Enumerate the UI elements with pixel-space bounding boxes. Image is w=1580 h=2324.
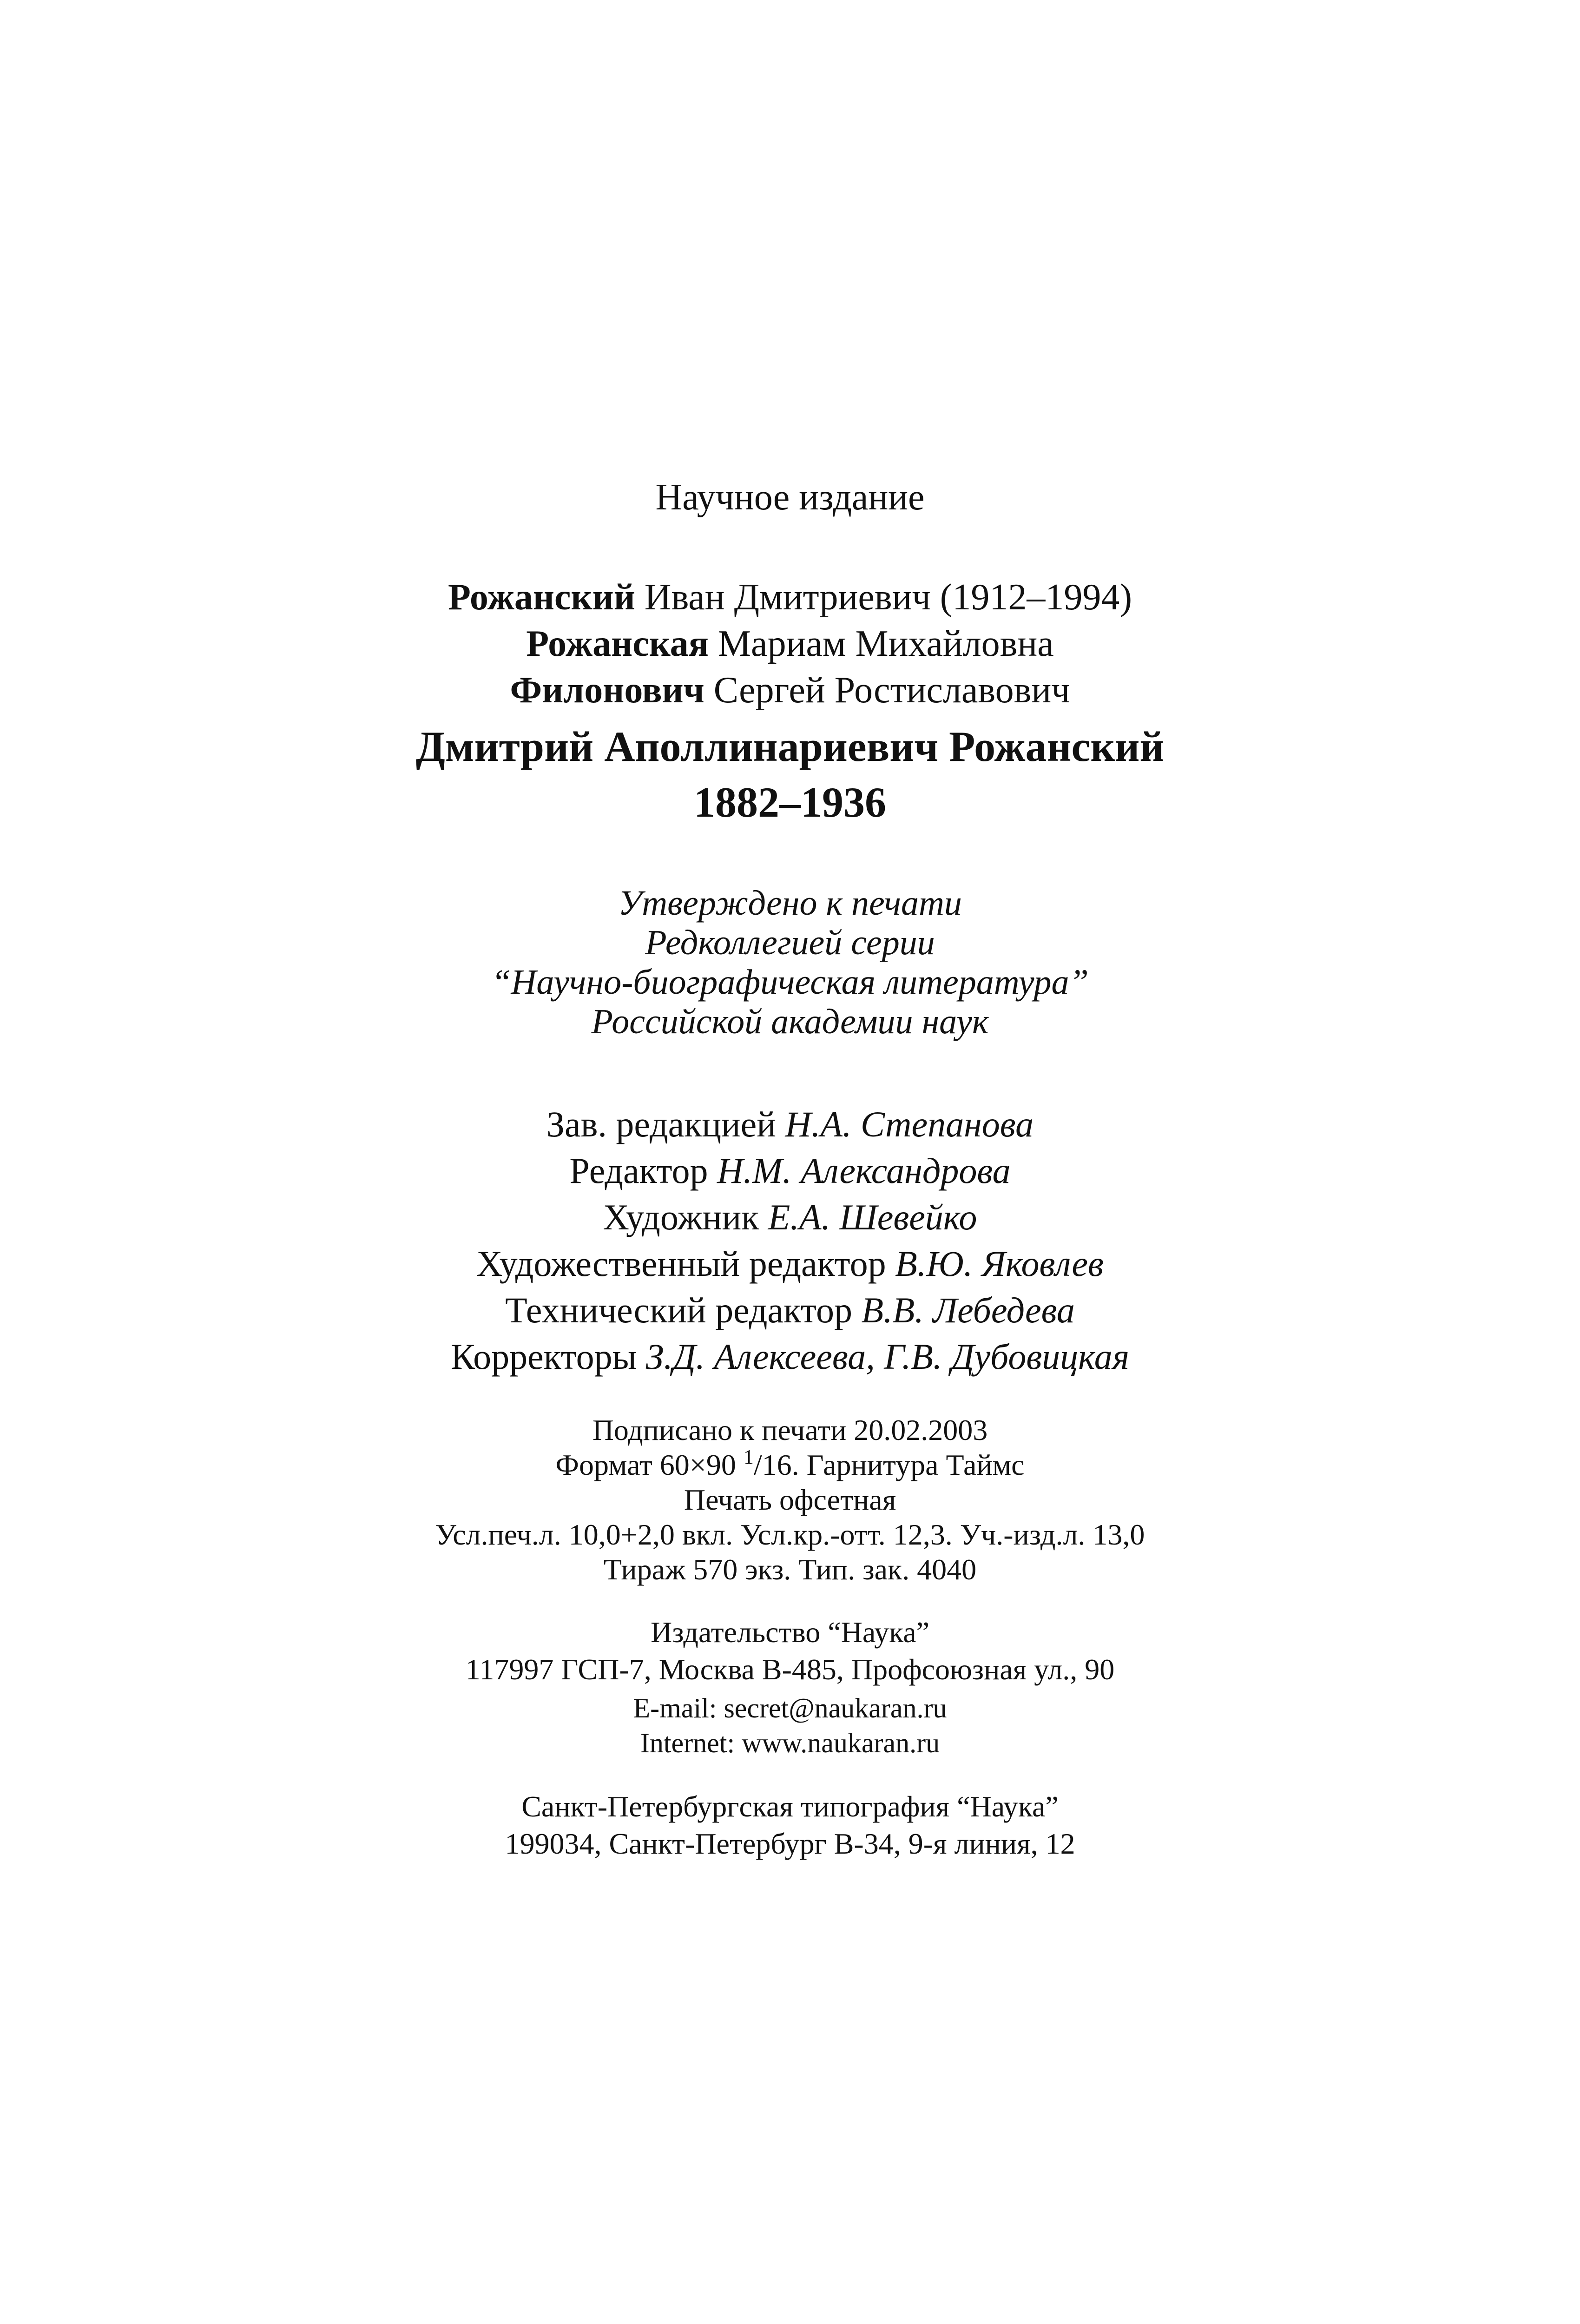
author-years: (1912–1994) <box>940 577 1132 618</box>
book-years: 1882–1936 <box>694 779 886 826</box>
book-title: Дмитрий Аполлинариевич Рожанский <box>415 723 1165 770</box>
print-run: Тираж 570 экз. Тип. зак. 4040 <box>603 1553 977 1586</box>
staff-person: В.Ю. Яковлев <box>895 1243 1104 1284</box>
staff-role: Технический редактор <box>505 1290 852 1330</box>
publisher-internet: Internet: www.naukaran.ru <box>640 1728 940 1758</box>
staff-role: Зав. редакцией <box>546 1104 777 1144</box>
approval-line: Российской академии наук <box>591 1002 989 1041</box>
author-line <box>0 625 1580 662</box>
staff-line <box>0 1199 1580 1235</box>
staff-role: Художник <box>603 1197 759 1237</box>
staff-role: Корректоры <box>451 1336 637 1377</box>
approval-line: Редколлегией серии <box>645 923 935 962</box>
print-format-prefix: Формат 60×90 <box>555 1448 736 1481</box>
staff-line <box>0 1292 1580 1328</box>
print-sheets: Усл.печ.л. 10,0+2,0 вкл. Усл.кр.-отт. 12,3. Уч.-изд.л. 13,0 <box>435 1518 1145 1551</box>
author-line <box>0 672 1580 709</box>
print-format <box>0 1446 1580 1481</box>
author-surname: Рожанский <box>448 577 635 618</box>
author-name: Сергей Ростиславович <box>713 670 1070 711</box>
edition-type: Научное издание <box>655 477 925 518</box>
staff-role: Редактор <box>569 1150 708 1191</box>
printer-address: 199034, Санкт-Петербург В-34, 9-я линия, 12 <box>505 1827 1075 1860</box>
staff-line <box>0 1336 1580 1377</box>
print-format-sup: 1 <box>743 1446 754 1468</box>
staff-role: Художественный редактор <box>476 1243 886 1284</box>
staff-line <box>0 1243 1580 1284</box>
staff-person: Н.М. Александрова <box>717 1150 1011 1191</box>
approval-line: Утверждено к печати <box>618 884 962 923</box>
print-signed: Подписано к печати 20.02.2003 <box>592 1413 988 1446</box>
staff-line <box>0 1106 1580 1142</box>
print-format-suffix: /16. Гарнитура Таймс <box>753 1448 1025 1481</box>
publisher-address: 117997 ГСП-7, Москва В-485, Профсоюзная ул., 90 <box>465 1653 1115 1686</box>
print-method: Печать офсетная <box>684 1483 896 1516</box>
author-surname: Филонович <box>510 670 704 711</box>
staff-person: Е.А. Шевейко <box>768 1197 977 1237</box>
author-name: Иван Дмитриевич <box>644 577 931 618</box>
staff-line <box>0 1150 1580 1191</box>
approval-line: “Научно-биографическая литература” <box>491 963 1089 1002</box>
author-surname: Рожанская <box>526 623 709 664</box>
author-line <box>0 579 1580 616</box>
publisher-email: E-mail: secret@naukaran.ru <box>633 1693 947 1723</box>
staff-person: З.Д. Алексеева, Г.В. Дубовицкая <box>645 1336 1129 1377</box>
printer-name: Санкт-Петербургская типография “Наука” <box>521 1790 1059 1823</box>
author-name: Мариам Михайловна <box>718 623 1054 664</box>
staff-person: В.В. Лебедева <box>861 1290 1075 1330</box>
publisher-name: Издательство “Наука” <box>650 1616 930 1649</box>
staff-person: Н.А. Степанова <box>785 1104 1034 1144</box>
